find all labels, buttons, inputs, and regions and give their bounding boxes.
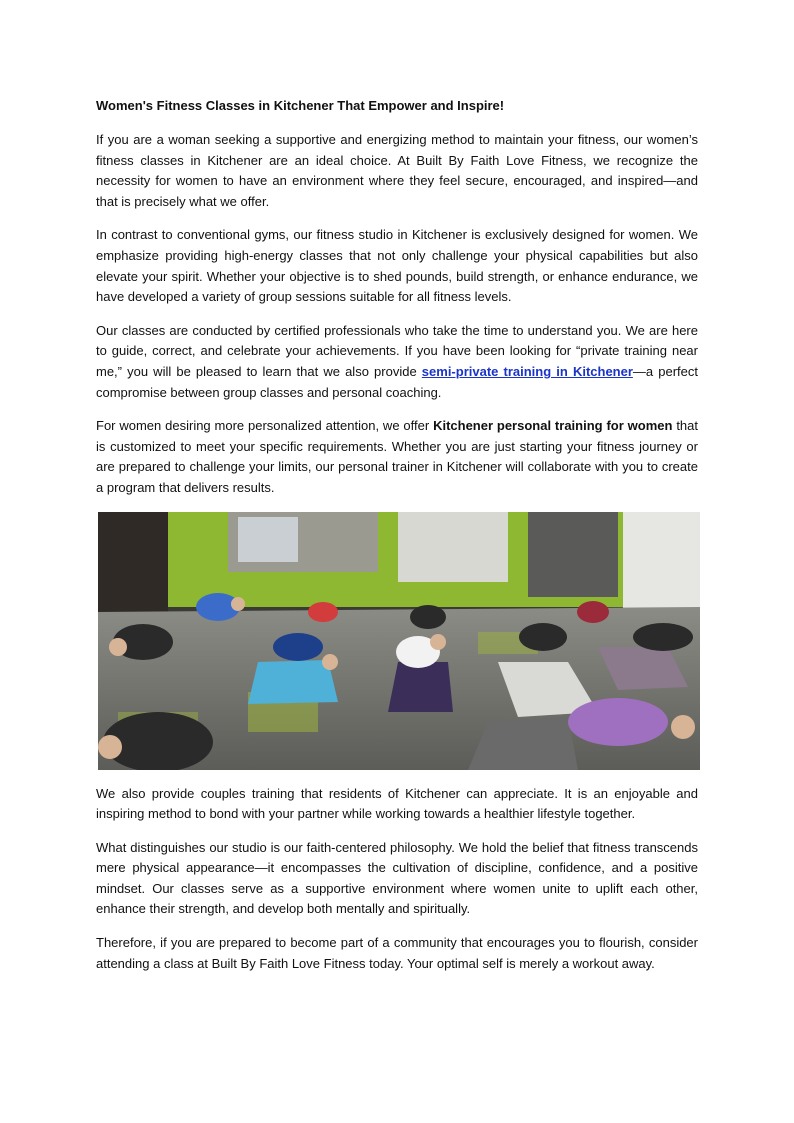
paragraph-classes [96,321,698,403]
paragraph-studio: In contrast to conventional gyms, our fitness studio in Kitchener is exclusively designed for women. We emphasize providing high-energy classes that not only challenge your physical capabilities but also elevate your spirit. Whether your objective is to shed pounds, build strength, or enhance endurance, we have developed a variety of group sessions suitable for all fitness levels. [96,227,698,305]
paragraph-philosophy: What distinguishes our studio is our faith-centered philosophy. We hold the belief that fitness transcends mere physical appearance—it encompasses the cultivation of discipline, confidence, and a positive mindset. Our classes serve as a supportive environment where women unite to uplift each other, enhance their strength, and develop both mentally and spiritually. [96,839,698,917]
paragraph-intro: If you are a woman seeking a supportive and energizing method to maintain your fitness, our women’s fitness classes in Kitchener are an ideal choice. At Built By Faith Love Fitness, we recognize the necessity for women to have an environment where they feel secure, encouraged, and inspired—and that is precisely what we offer. [96,132,698,209]
article-title: Women's Fitness Classes in Kitchener That Empower and Inspire! [96,98,505,113]
article [96,96,698,987]
group-fitness-class-photo [98,512,700,770]
paragraph-couples: We also provide couples training that residents of Kitchener can appreciate. It is an enjoyable and inspiring method to bond with your partner while working towards a healthier lifestyle together. [96,785,698,822]
paragraph-personal-training [96,416,698,498]
paragraph-text: —a perfect compromise between group classes and personal coaching. [96,363,698,400]
semi-private-training-link[interactable]: semi-private training in Kitchener [421,363,633,379]
bold-phrase: Kitchener personal training for women [433,418,673,434]
paragraph-text: Our classes are conducted by certified professionals who take the time to understand you. We are here to guide, correct, and celebrate your achievements. If you have been looking for “private training near me,” you will be pleased to learn that we also provide [96,322,698,379]
paragraph-text: For women desiring more personalized attention, we offer [96,418,434,434]
paragraph-text: that is customized to meet your specific requirements. Whether you are just starting your fitness journey or are prepared to challenge your limits, our personal trainer in Kitchener will collaborate with you to create a program that delivers results. [96,418,699,495]
paragraph-closing: Therefore, if you are prepared to become part of a community that encourages you to flourish, consider attending a class at Built By Faith Love Fitness today. Your optimal self is merely a workout away. [96,935,698,971]
